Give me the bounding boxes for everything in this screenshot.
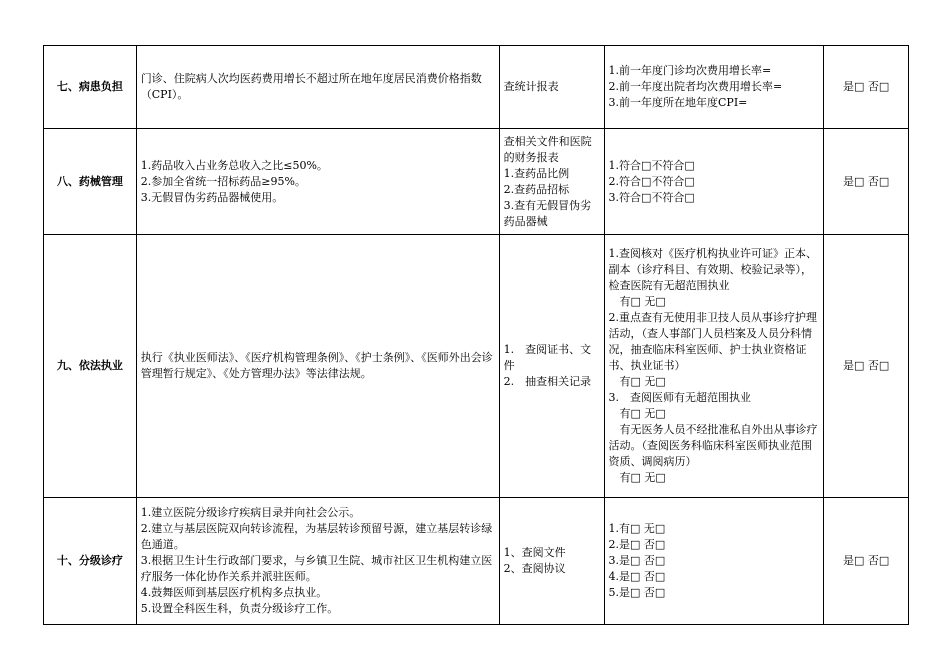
record-line: 1.查阅核对《医疗机构执业许可证》正本、副本（诊疗科目、有效期、校验记录等），检查医院有无超范围执业 [608,247,818,292]
method-line: 查统计报表 [503,80,559,93]
standard-cell [136,46,499,129]
method-line: 1、查阅文件 [503,546,566,559]
record-line: 1.前一年度门诊均次费用增长率= [608,64,772,77]
record-line: 1.符合□不符合□ [608,158,695,172]
record-line: 2.重点查有无使用非卫技人员从事诊疗护理活动，（查人事部门人员档案及人员分科情况，抽查临床科室医师、护士执业资格证书、执业证书） [608,311,818,372]
category-cell: 八、药械管理 [44,129,137,235]
record-line: 有□ 无□ [608,375,666,388]
record-line: 有无医务人员不经批准私自外出从事诊疗活动。（查阅医务科临床科室医师执业范围资质、调阅病历） [608,423,818,468]
inspection-table [43,45,909,625]
method-line: 2. 抽查相关记录 [503,375,592,388]
record-line: 有□ 无□ [608,407,666,420]
record-line: 2.是□ 否□ [608,538,666,551]
record-line: 1.有□ 无□ [608,522,666,535]
result-cell: 是□ 否□ [824,235,909,498]
standard-line: 4.鼓舞医师到基层医疗机构多点执业。 [140,586,328,599]
record-line: 有□ 无□ [608,295,666,308]
standard-line: 5.设置全科医生科，负责分级诊疗工作。 [140,602,339,615]
method-line: 2.查药品招标 [503,182,570,196]
standard-line: 门诊、住院病人次均医药费用增长不超过所在地年度居民消费价格指数（CPI）。 [140,72,482,101]
method-line: 查相关文件和医院的财务报表 [503,134,592,164]
table-row [44,498,909,625]
category-cell: 九、依法执业 [44,235,137,498]
record-line: 3. 查阅医师有无超范围执业 [608,391,752,404]
method-cell [499,235,604,498]
method-line: 1. 查阅证书、文件 [503,343,592,372]
standard-line: 2.参加全省统一招标药品≥95%。 [140,174,306,188]
method-cell [499,498,604,625]
method-cell [499,129,604,235]
standard-cell [136,498,499,625]
record-line: 4.是□ 否□ [608,570,666,583]
method-line: 1.查药品比例 [503,166,570,180]
method-cell [499,46,604,129]
method-line: 3.查有无假冒伪劣药品器械 [503,198,592,228]
method-line: 2、查阅协议 [503,562,566,575]
table-row [44,46,909,129]
record-cell [604,235,824,498]
record-line: 2.前一年度出院者均次费用增长率= [608,80,783,93]
result-cell: 是□ 否□ [824,46,909,129]
record-line: 3.符合□不符合□ [608,190,695,204]
standard-cell [136,235,499,498]
table-row [44,235,909,498]
record-line: 2.符合□不符合□ [608,174,695,188]
category-cell: 七、病患负担 [44,46,137,129]
standard-line: 2.建立与基层医院双向转诊流程，为基层转诊预留号源，建立基层转诊绿色通道。 [140,522,493,551]
record-line: 3.是□ 否□ [608,554,666,567]
record-line: 5.是□ 否□ [608,586,666,599]
standard-line: 3.根据卫生计生行政部门要求，与乡镇卫生院、城市社区卫生机构建立医疗服务一体化协作关系并派驻医师。 [140,554,493,583]
result-cell: 是□ 否□ [824,129,909,235]
record-cell [604,498,824,625]
record-cell [604,129,824,235]
table-row [44,129,909,235]
record-cell [604,46,824,129]
record-line: 有□ 无□ [608,471,666,484]
category-cell: 十、分级诊疗 [44,498,137,625]
standard-line: 执行《执业医师法》、《医疗机构管理条例》、《护士条例》、《医师外出会诊管理暂行规定》、《处方管理办法》等法律法规。 [140,351,493,380]
record-line: 3.前一年度所在地年度CPI= [608,96,748,109]
standard-line: 3.无假冒伪劣药品器械使用。 [140,190,284,204]
result-cell: 是□ 否□ [824,498,909,625]
standard-line: 1.药品收入占业务总收入之比≤50%。 [140,158,328,172]
standard-line: 1.建立医院分级诊疗疾病目录并向社会公示。 [140,506,361,519]
standard-cell [136,129,499,235]
